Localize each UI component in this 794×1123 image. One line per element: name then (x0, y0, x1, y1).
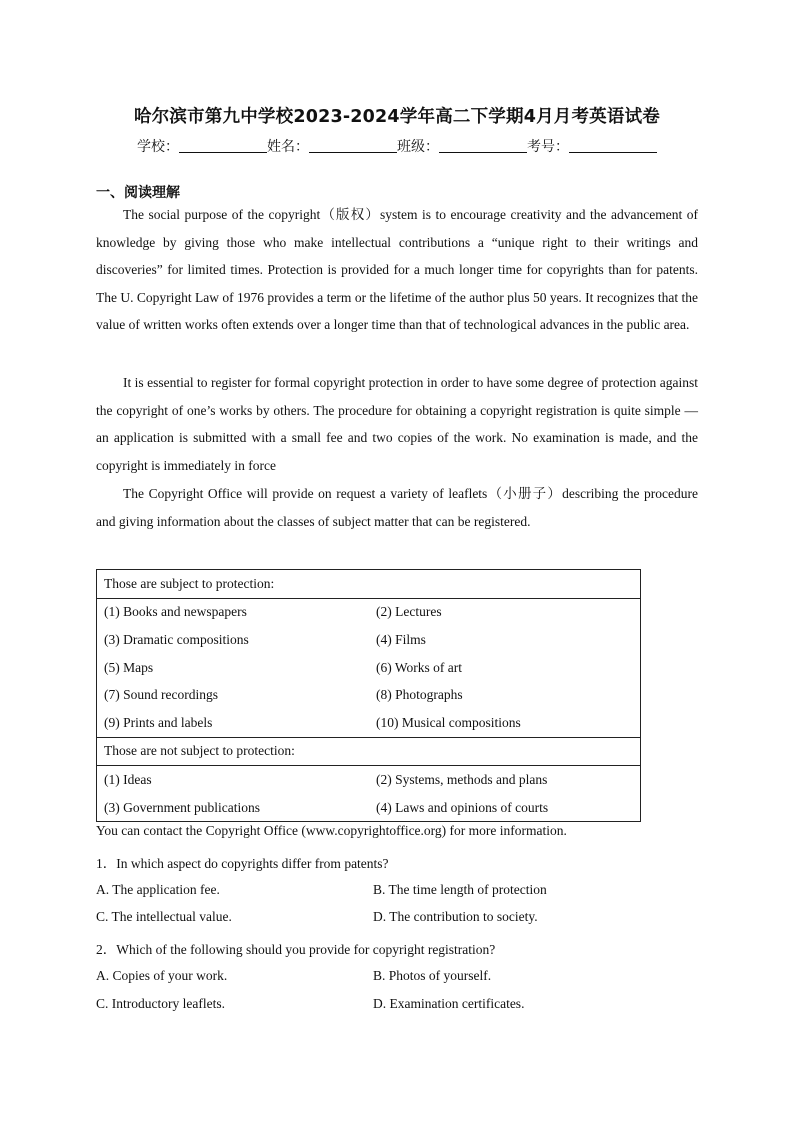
table-row (97, 598, 641, 626)
name-label: 姓名： (267, 139, 309, 155)
contact-line: You can contact the Copyright Office (www.copyrightoffice.org) for more information. (96, 823, 567, 838)
class-label: 班级： (397, 139, 439, 155)
table-cell: (2) Lectures (376, 604, 442, 620)
passage-paragraph-1: The social purpose of the copyright（版权）system is to encourage creativity and the advancement of knowledge by giving those who make intellectual contributions a “unique right to their writings and discoveries” for limited times. Protection is provided for a much longer time for copyrights than for patents. The U. Copyright Law of 1976 provides a term or the lifetime of the author plus 50 years. It recognizes that the value of written works often extends over a longer time than that of technological advances in the public area. (96, 207, 698, 332)
table-cell: (6) Works of art (376, 659, 463, 675)
table-row (97, 654, 641, 682)
q2-option-a[interactable]: A. Copies of your work. (96, 968, 228, 983)
table-cell: (1) Ideas (104, 771, 152, 787)
table-header-row (97, 570, 641, 599)
table-cell: (2) Systems, methods and plans (376, 771, 548, 787)
passage-paragraph-2: It is essential to register for formal copyright protection in order to have some degree of protection against the copyright of one’s works by others. The procedure for obtaining a copyright registration is quite simple —an application is submitted with a small fee and two copies of the work. No examination is made, and the copyright is immediately in force (96, 375, 698, 473)
unprotected-header: Those are not subject to protection: (97, 737, 641, 766)
table-row (97, 766, 641, 794)
table-cell: (8) Photographs (376, 687, 463, 703)
table-row (97, 709, 641, 737)
page-title: 哈尔滨市第九中学校2023-2024学年高二下学期4月月考英语试卷 (134, 107, 660, 127)
q2-option-b[interactable]: B. Photos of yourself. (373, 968, 492, 983)
q2-option-c[interactable]: C. Introductory leaflets. (96, 996, 225, 1011)
q1-option-c[interactable]: C. The intellectual value. (96, 909, 232, 924)
table-cell: (4) Laws and opinions of courts (376, 799, 549, 815)
question-1-stem: 1．In which aspect do copyrights differ from patents? (96, 856, 389, 871)
table-row (97, 626, 641, 654)
q1-option-a[interactable]: A. The application fee. (96, 882, 220, 897)
table-cell: (7) Sound recordings (104, 687, 218, 703)
table-header-row (97, 737, 641, 766)
school-label: 学校： (137, 139, 179, 155)
table-cell: (3) Government publications (104, 799, 260, 815)
class-blank[interactable] (439, 138, 527, 153)
protected-header: Those are subject to protection: (97, 570, 641, 599)
passage-paragraph-3: The Copyright Office will provide on request a variety of leaflets（小册子）describing the procedure and giving information about the classes of subject matter that can be registered. (96, 486, 698, 529)
table-row (97, 681, 641, 709)
table-cell: (4) Films (376, 631, 426, 647)
table-cell: (5) Maps (104, 659, 154, 675)
protection-table (96, 569, 641, 822)
school-blank[interactable] (179, 138, 267, 153)
student-info-line (0, 136, 794, 156)
number-label: 考号： (527, 139, 569, 155)
q1-option-b[interactable]: B. The time length of protection (373, 882, 547, 897)
section-title: 一、阅读理解 (96, 185, 180, 201)
number-blank[interactable] (569, 138, 657, 153)
name-blank[interactable] (309, 138, 397, 153)
table-cell: (3) Dramatic compositions (104, 631, 249, 647)
table-cell: (9) Prints and labels (104, 714, 213, 730)
table-cell: (1) Books and newspapers (104, 604, 247, 620)
q1-option-d[interactable]: D. The contribution to society. (373, 909, 538, 924)
table-row (97, 794, 641, 822)
table-cell: (10) Musical compositions (376, 714, 521, 730)
q2-option-d[interactable]: D. Examination certificates. (373, 996, 525, 1011)
question-2-stem: 2．Which of the following should you provide for copyright registration? (96, 942, 496, 957)
